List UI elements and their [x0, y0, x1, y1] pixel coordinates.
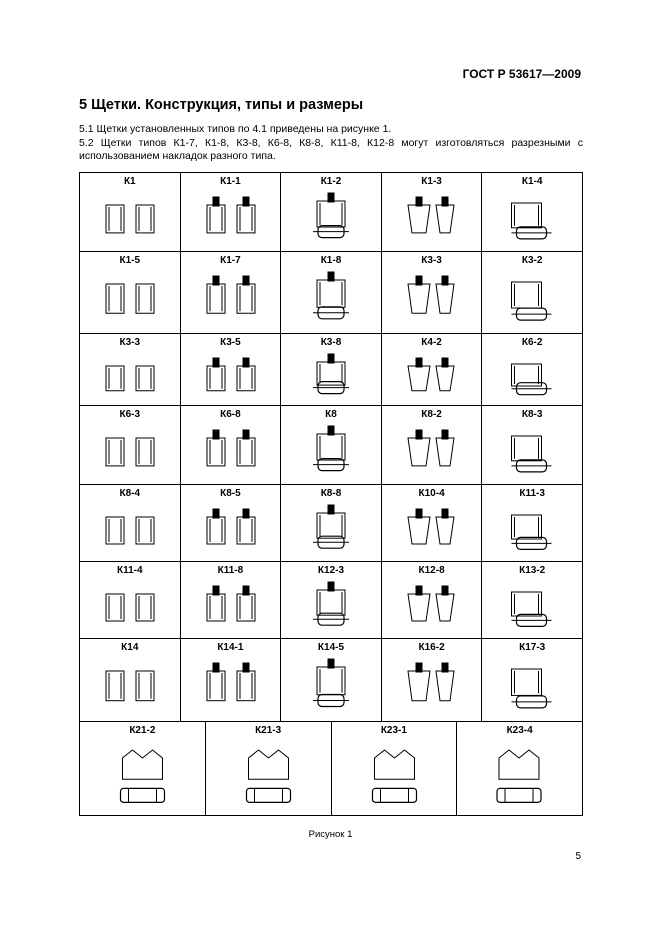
cell-label: К16-2: [418, 642, 445, 653]
brush-drawing: [80, 420, 180, 482]
cell-label: К3-8: [320, 337, 342, 348]
figure-row: [80, 485, 582, 562]
figure-cell: [382, 173, 483, 251]
figure-cell: [482, 173, 582, 251]
section-title: 5 Щетки. Конструкция, типы и размеры: [79, 97, 364, 113]
cell-label: К6-8: [220, 409, 241, 420]
figure-cell: [80, 562, 181, 638]
brush-drawing: [80, 348, 180, 403]
brush-drawing: [281, 266, 381, 331]
figure-cell: [482, 639, 582, 721]
brush-drawing: [80, 653, 180, 719]
figure-cell: [80, 406, 181, 484]
cell-label: К1: [123, 176, 136, 187]
figure-cell: [181, 334, 282, 405]
cell-label: К3-3: [421, 255, 442, 266]
brush-drawing: [181, 499, 281, 559]
brush-drawing: [281, 499, 381, 559]
brush-drawing: [206, 736, 331, 813]
figure-cell: [181, 485, 282, 561]
figure-cell: [382, 252, 483, 333]
cell-label: К21-2: [129, 725, 156, 736]
cell-label: К1-3: [421, 176, 442, 187]
figure-cell: [281, 406, 382, 484]
cell-label: К3-3: [119, 337, 141, 348]
brush-types-figure: [79, 172, 583, 816]
figure-cell: [482, 485, 582, 561]
cell-label: К6-3: [119, 409, 141, 420]
cell-label: К17-3: [519, 642, 546, 653]
figure-cell: [382, 334, 483, 405]
cell-label: К13-2: [519, 565, 546, 576]
cell-label: К3-5: [220, 337, 241, 348]
figure-cell: [281, 562, 382, 638]
brush-drawing: [382, 499, 482, 559]
page-number: 5: [575, 851, 581, 862]
figure-cell: [482, 562, 582, 638]
cell-label: К12-8: [418, 565, 445, 576]
figure-row: [80, 722, 582, 815]
figure-cell: [181, 562, 282, 638]
figure-row: [80, 173, 582, 252]
cell-label: К8: [325, 409, 337, 420]
figure-cell: [281, 485, 382, 561]
brush-drawing: [457, 736, 581, 813]
brush-drawing: [482, 653, 581, 719]
brush-drawing: [382, 187, 482, 249]
figure-cell: [281, 334, 382, 405]
cell-label: К8-8: [320, 488, 342, 499]
brush-drawing: [281, 420, 381, 482]
figure-cell: [482, 406, 582, 484]
cell-label: К4-2: [421, 337, 442, 348]
brush-drawing: [482, 576, 581, 636]
figure-row: [80, 562, 582, 639]
brush-drawing: [181, 420, 281, 482]
brush-drawing: [181, 266, 281, 331]
cell-label: К14: [121, 642, 139, 653]
brush-drawing: [181, 576, 281, 636]
cell-label: К1-8: [320, 255, 342, 266]
figure-cell: [80, 334, 181, 405]
brush-drawing: [382, 576, 482, 636]
cell-label: К8-2: [421, 409, 442, 420]
cell-label: К23-1: [380, 725, 407, 736]
brush-drawing: [181, 348, 281, 403]
cell-label: К14-5: [317, 642, 345, 653]
figure-cell: [281, 252, 382, 333]
figure-row: [80, 639, 582, 722]
figure-row: [80, 334, 582, 406]
cell-label: К1-4: [521, 176, 543, 187]
brush-drawing: [281, 187, 381, 249]
brush-drawing: [482, 420, 581, 482]
paragraph-5-2: 5.2 Щетки типов К1-7, К1-8, К3-8, К6-8, К8-8, К11-8, К12-8 могут изготовляться разрезными с использованием накладок разного типа.: [79, 137, 583, 162]
cell-label: К21-3: [255, 725, 282, 736]
cell-label: К8-3: [521, 409, 543, 420]
figure-cell: [80, 722, 206, 815]
brush-drawing: [382, 348, 482, 403]
figure-caption: Рисунок 1: [308, 829, 353, 840]
cell-label: К1-7: [220, 255, 241, 266]
figure-cell: [281, 639, 382, 721]
standard-number: ГОСТ Р 53617—2009: [462, 67, 581, 81]
brush-drawing: [281, 653, 381, 719]
figure-cell: [482, 334, 582, 405]
cell-label: К11-4: [117, 565, 143, 576]
brush-drawing: [281, 348, 381, 403]
brush-drawing: [482, 499, 581, 559]
brush-drawing: [181, 653, 281, 719]
figure-cell: [457, 722, 582, 815]
figure-cell: [181, 639, 282, 721]
brush-drawing: [281, 576, 381, 636]
cell-label: К1-5: [119, 255, 141, 266]
cell-label: К11-8: [217, 565, 244, 576]
figure-cell: [181, 252, 282, 333]
brush-drawing: [80, 499, 180, 559]
brush-drawing: [332, 736, 457, 813]
figure-cell: [281, 173, 382, 251]
cell-label: К12-3: [317, 565, 345, 576]
brush-drawing: [482, 348, 581, 403]
cell-label: К6-2: [521, 337, 543, 348]
cell-label: К8-4: [119, 488, 141, 499]
brush-drawing: [80, 266, 180, 331]
figure-row: [80, 406, 582, 485]
brush-drawing: [382, 420, 482, 482]
figure-row: [80, 252, 582, 334]
cell-label: К10-4: [418, 488, 445, 499]
brush-drawing: [80, 187, 180, 249]
cell-label: К23-4: [506, 725, 533, 736]
brush-drawing: [482, 187, 581, 249]
figure-cell: [206, 722, 332, 815]
paragraph-5-1: 5.1 Щетки установленных типов по 4.1 приведены на рисунке 1.: [79, 123, 392, 135]
figure-cell: [181, 406, 282, 484]
figure-cell: [332, 722, 458, 815]
figure-cell: [80, 485, 181, 561]
figure-cell: [382, 406, 483, 484]
figure-cell: [482, 252, 582, 333]
figure-cell: [382, 562, 483, 638]
brush-drawing: [382, 653, 482, 719]
brush-drawing: [482, 266, 581, 331]
cell-label: К1-2: [320, 176, 342, 187]
cell-label: К11-3: [519, 488, 545, 499]
cell-label: К1-1: [220, 176, 241, 187]
figure-cell: [80, 639, 181, 721]
brush-drawing: [80, 736, 205, 813]
brush-drawing: [80, 576, 180, 636]
brush-drawing: [382, 266, 482, 331]
cell-label: К8-5: [220, 488, 241, 499]
figure-cell: [382, 485, 483, 561]
brush-drawing: [181, 187, 281, 249]
figure-cell: [80, 252, 181, 333]
figure-cell: [382, 639, 483, 721]
figure-cell: [181, 173, 282, 251]
cell-label: К3-2: [521, 255, 543, 266]
cell-label: К14-1: [217, 642, 244, 653]
figure-cell: [80, 173, 181, 251]
